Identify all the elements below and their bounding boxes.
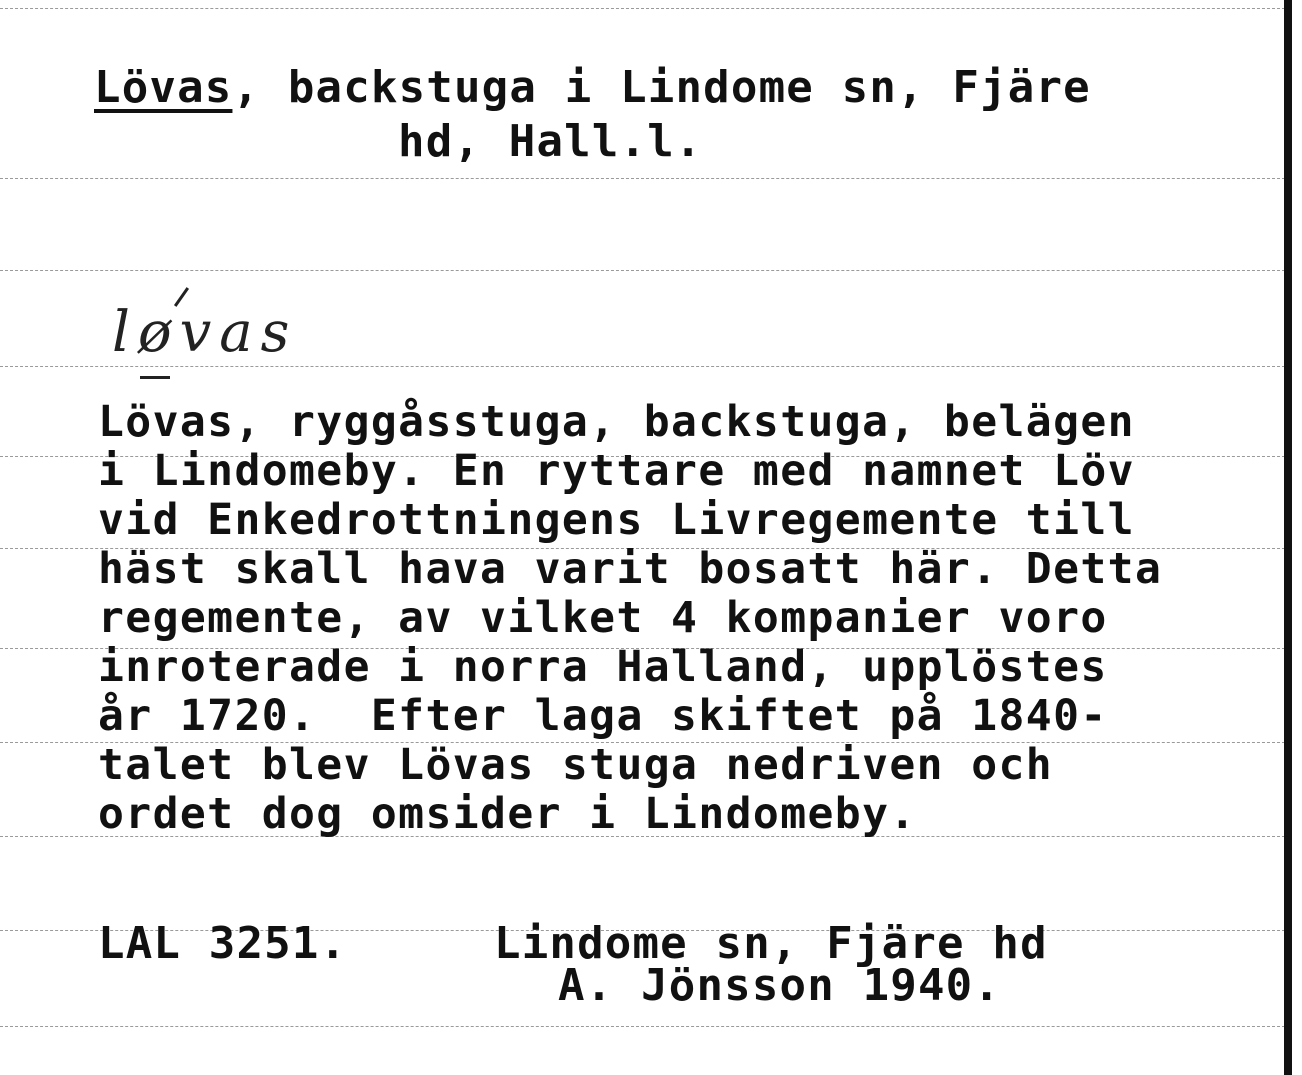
card-heading-rest: , backstuga i Lindome sn, Fjäre: [232, 62, 1091, 113]
handwritten-underline: [140, 376, 170, 379]
card-heading-line2: hd, Hall.l.: [398, 116, 703, 167]
card-place: Lindome sn, Fjäre hd: [494, 918, 1048, 969]
handwritten-word: løvas: [112, 300, 298, 365]
body-line: Lövas, ryggåsstuga, backstuga, belägen: [98, 397, 1135, 447]
card-headword: Lövas: [94, 62, 233, 113]
card-rule-line: [0, 366, 1285, 367]
body-line: talet blev Lövas stuga nedriven och: [98, 740, 1054, 790]
body-line: i Lindomeby. En ryttare med namnet Löv: [98, 446, 1135, 496]
body-line: ordet dog omsider i Lindomeby.: [98, 789, 917, 839]
card-rule-line: [0, 8, 1285, 9]
card-heading-line1: [94, 62, 1091, 113]
body-line: vid Enkedrottningens Livregemente till: [98, 495, 1135, 545]
card-reference-number: LAL 3251.: [98, 918, 348, 969]
body-line: år 1720. Efter laga skiftet på 1840-: [98, 691, 1108, 741]
card-rule-line: [0, 270, 1285, 271]
card-recorder: A. Jönsson 1940.: [558, 960, 1002, 1011]
body-line: regemente, av vilket 4 kompanier voro: [98, 593, 1108, 643]
card-rule-line: [0, 1026, 1285, 1027]
body-line: häst skall hava varit bosatt här. Detta: [98, 544, 1163, 594]
card-body-text: [98, 398, 1162, 839]
body-line: inroterade i norra Halland, upplöstes: [98, 642, 1108, 692]
card-rule-line: [0, 178, 1285, 179]
card-edge-border: [1284, 0, 1292, 1075]
